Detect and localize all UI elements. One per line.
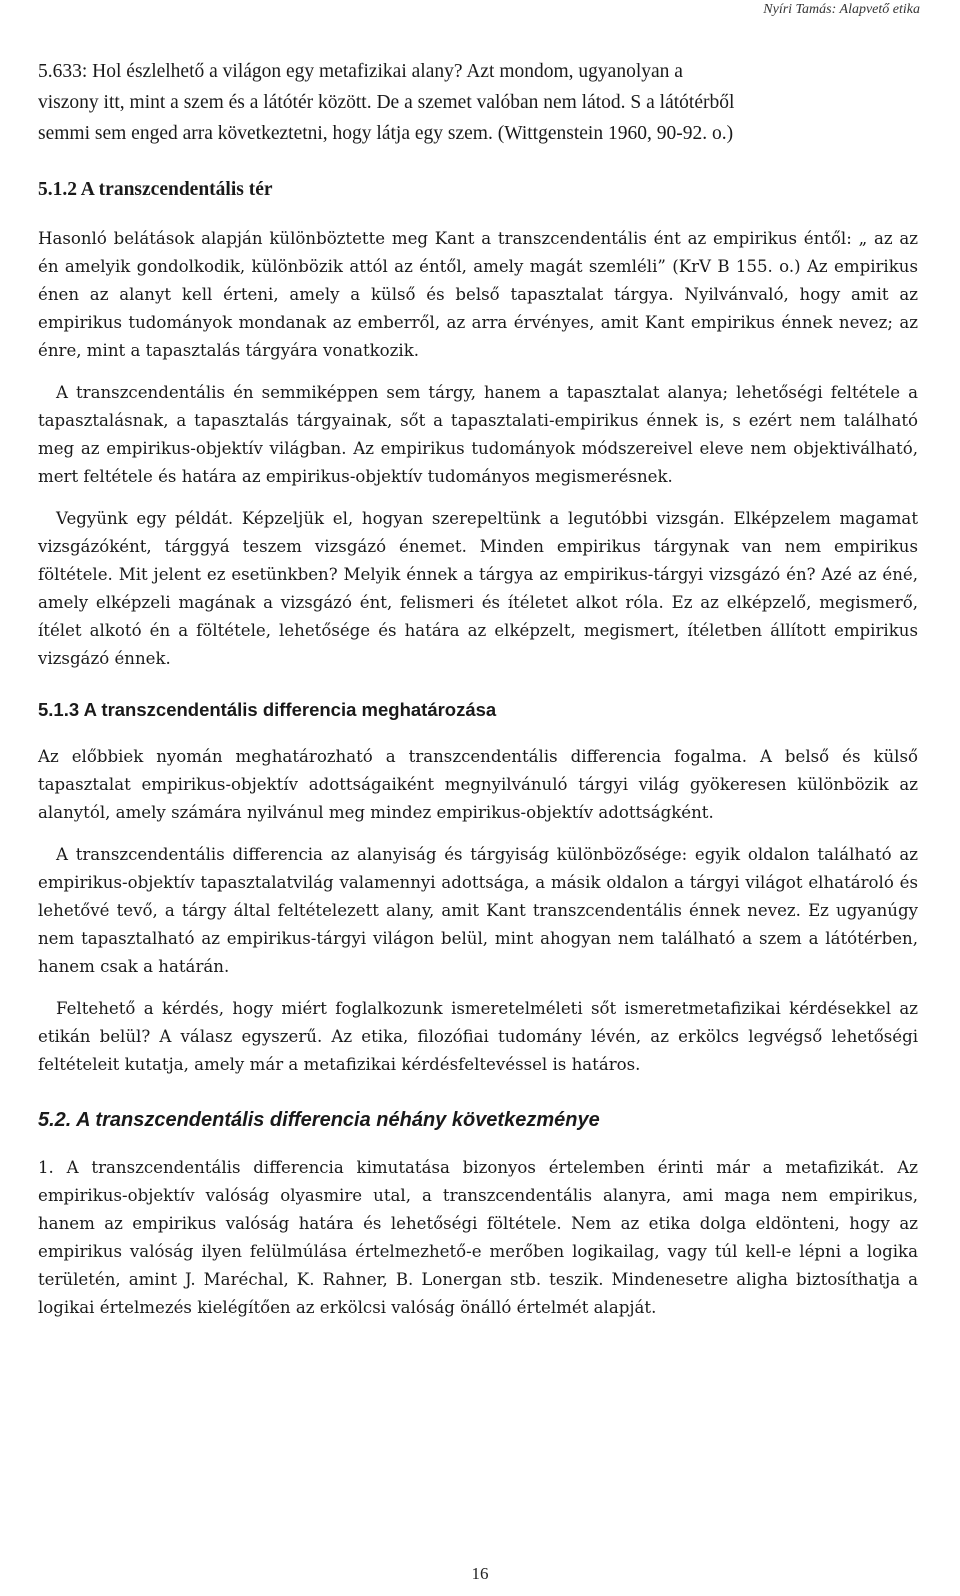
page-body xyxy=(38,56,918,1336)
paragraph: Feltehető a kérdés, hogy miért foglalkozunk ismeretelméleti sőt ismeretmetafizikai kérdésekkel az etikán belül? A válasz egyszerű. Az etika, filozófiai tudomány lévén, az erkölcs legvégső lehetőségi feltételeit kutatja, amely már a metafizikai kérdésfeltevéssel is határos. xyxy=(38,999,918,1074)
paragraph: Vegyünk egy példát. Képzeljük el, hogyan szerepeltünk a legutóbbi vizsgán. Elképzelem magamat vizsgázóként, tárggyá teszem vizsgázó énemet. Minden empirikus tárgynak van nem empirikus föltétele. Mit jelent ez esetünkben? Melyik énnek a tárgya az empirikus-tárgyi vizsgázó én? Azé az éné, amely elképzeli magának a vizsgázó ént, felismeri és ítéletet alkot róla. Ez az elképzelő, megismerő, ítélet alkotó én a föltétele, lehetősége és határa az elképzelt, megismert, ítéletben állított empirikus vizsgázó énnek. xyxy=(38,509,918,668)
paragraph: A transzcendentális én semmiképpen sem tárgy, hanem a tapasztalat alanya; lehetőségi feltétele a tapasztalásnak, a tapasztalás tárgyainak, sőt a tapasztalati-empirikus énnek is, s ezért nem található meg az empirikus-objektív világban. Az empirikus tudományok módszereivel eleve nem objektiválható, mert feltétele és határa az empirikus-objektív tudományos megismerésnek. xyxy=(38,383,918,486)
paragraph: 1. A transzcendentális differencia kimutatása bizonyos értelemben érinti már a metafizikát. Az empirikus-objektív valóság olyasmire utal, a transzcendentális alanyra, ami maga nem empirikus, hanem az empirikus valóság határa és lehetőségi föltétele. Nem az etika dolga eldönteni, hogy az empirikus valóság ilyen felülmúlása értelmezhető-e merőben logikailag, vagy túl kell-e lépni a logika területén, amint J. Maréchal, K. Rahner, B. Lonergan stb. teszik. Mindenesetre aligha biztosíthatja a logikai értelmezés kielégítően az erkölcsi valóság önálló értelmét alapját. xyxy=(38,1158,918,1317)
wittgenstein-quote: 5.633: Hol észlelhető a világon egy metafizikai alany? Azt mondom, ugyanolyan a viszony itt, mint a szem és a látótér között. De a szemet valóban nem látod. S a látótérből semmi sem enged arra következtetni, hogy látja egy szem. (Wittgenstein 1960, 90-92. o.) xyxy=(38,61,735,144)
section-heading-5-1-3: 5.1.3 A transzcendentális differencia meghatározása xyxy=(38,699,497,720)
paragraph: Hasonló belátások alapján különböztette meg Kant a transzcendentális ént az empirikus éntől: „ az az én amelyik gondolkodik, különbözik attól az éntől, amely magát szemléli” (KrV B 155. o.) Az empirikus énen az alanyt kell érteni, amely a külső és belső tapasztalat tárgya. Nyilvánvaló, hogy amit az empirikus tudományok mondanak az emberről, az arra érvényes, amit Kant empirikus énnek nevez; az énre, mint a tapasztalás tárgyára vonatkozik. xyxy=(38,229,918,360)
section-heading-5-2: 5.2. A transzcendentális differencia néhány következménye xyxy=(38,1109,600,1131)
running-head: Nyíri Tamás: Alapvető etika xyxy=(763,2,920,17)
paragraph: A transzcendentális differencia az alanyiság és tárgyiság különbözősége: egyik oldalon található az empirikus-objektív tapasztalatvilág valamennyi adottsága, a másik oldalon a tárgyi világot elhatároló és lehetővé tevő, a tárgy által feltételezett alany, amit Kant transzcendentális énnek nevez. Ez ugyanúgy nem tapasztalható az empirikus-tárgyi világon belül, mint ahogyan nem található a szem a látótérben, hanem csak a határán. xyxy=(38,845,918,976)
page-number: 16 xyxy=(471,1564,489,1583)
paragraph: Az előbbiek nyomán meghatározható a transzcendentális differencia fogalma. A belső és külső tapasztalat empirikus-objektív adottságaiként megnyilvánuló tárgyi világ gyökeresen különbözik az alanytól, amely számára nyilvánul meg mindez empirikus-objektív adottságként. xyxy=(38,747,918,822)
section-heading-5-1-2: 5.1.2 A transzcendentális tér xyxy=(38,179,273,200)
